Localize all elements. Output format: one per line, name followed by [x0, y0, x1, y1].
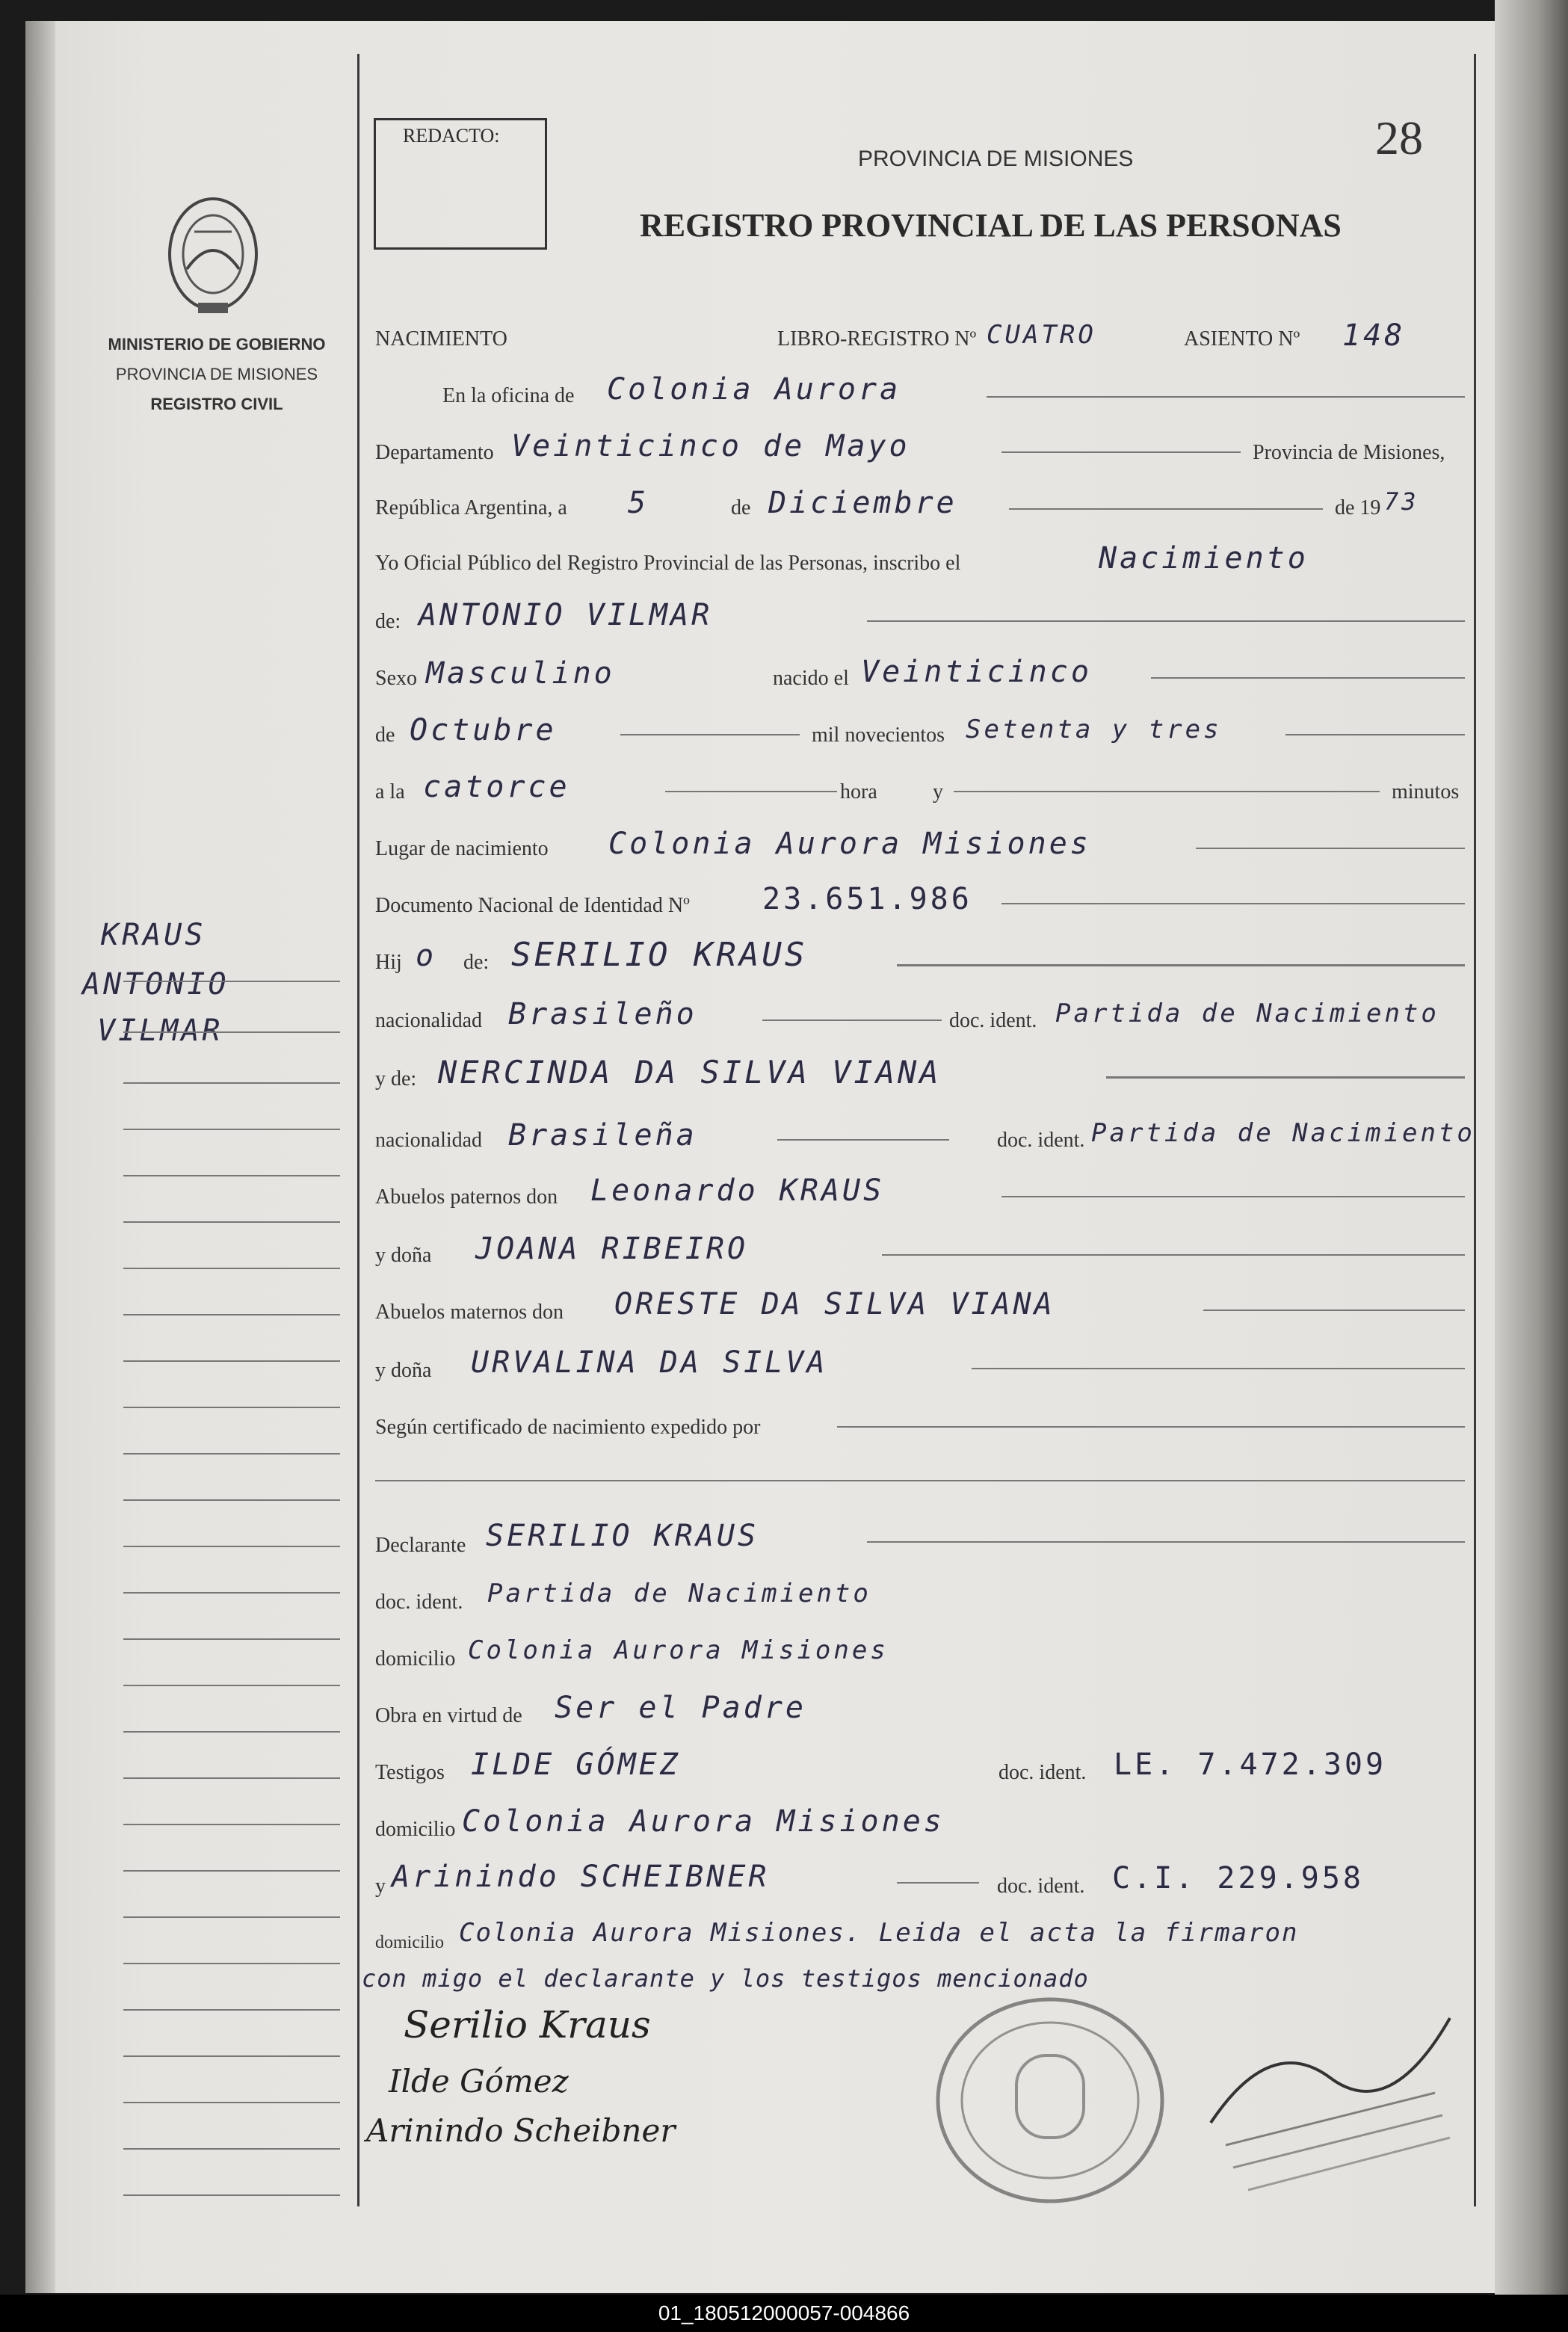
padre-doc-label: doc. ident.	[949, 1009, 1037, 1032]
testigos-label: Testigos	[375, 1761, 445, 1784]
sidebar-ruled-line	[123, 1407, 340, 1408]
asiento-value: 148	[1342, 318, 1406, 353]
sexo-label: Sexo	[375, 667, 417, 690]
nacido-value: Veinticinco	[861, 655, 1092, 689]
sidebar-ruled-line	[123, 1314, 340, 1315]
yde-label: y de:	[375, 1067, 417, 1091]
padre-doc-value: Partida de Nacimiento	[1055, 999, 1439, 1028]
testigo2-value: Arinindo SCHEIBNER	[392, 1860, 770, 1894]
sidebar-ruled-line	[123, 2009, 340, 2011]
page-edge	[1495, 0, 1568, 2295]
page-number: 28	[1375, 111, 1423, 164]
image-caption: 01_180512000057-004866	[0, 2295, 1568, 2332]
hora-value: catorce	[423, 770, 570, 804]
ab-mat-dona-value: URVALINA DA SILVA	[471, 1345, 828, 1380]
testigo1-doc-label: doc. ident.	[998, 1761, 1087, 1784]
sidebar-ruled-line	[123, 1268, 340, 1269]
madre-nac-value: Brasileña	[508, 1118, 697, 1153]
sidebar-ruled-line	[123, 2148, 340, 2150]
padre-nac-value: Brasileño	[508, 997, 697, 1031]
testigo1-dom-value: Colonia Aurora Misiones	[462, 1804, 945, 1839]
testigo2-doc-value: C.I. 229.958	[1112, 1861, 1364, 1895]
libro-label: LIBRO-REGISTRO Nº	[777, 327, 977, 351]
signature-testigo2: Arinindo Scheibner	[366, 2112, 676, 2149]
official-signature-stamp-icon	[1181, 1973, 1465, 2220]
testigo1-dom-label: domicilio	[375, 1818, 456, 1841]
ab-pat-don-rule	[1001, 1196, 1465, 1197]
sidebar-ruled-line	[123, 1592, 340, 1594]
departamento-rule	[1001, 451, 1241, 453]
sidebar-ruled-line	[123, 1916, 340, 1918]
form-left-border	[357, 54, 359, 2206]
ala-label: a la	[375, 780, 405, 803]
sidebar-ruled-line	[123, 1031, 340, 1033]
margin-note-surname: KRAUS	[101, 918, 206, 952]
sidebar-ruled-line	[123, 1546, 340, 1547]
certificado-rule-2	[375, 1480, 1465, 1481]
sidebar-ruled-line	[123, 2102, 340, 2103]
testigo1-value: ILDE GÓMEZ	[471, 1748, 681, 1782]
testigo2-dom-label: domicilio	[375, 1933, 444, 1952]
madre-doc-value: Partida de Nacimiento	[1091, 1118, 1475, 1148]
nacido-rule	[1151, 677, 1465, 679]
sidebar-ruled-line	[123, 1824, 340, 1825]
sidebar-ruled-line	[123, 1638, 340, 1640]
lugar-label: Lugar de nacimiento	[375, 837, 549, 860]
ab-pat-dona-rule	[882, 1254, 1465, 1256]
signature-declarante: Serilio Kraus	[404, 2003, 651, 2046]
obra-label: Obra en virtud de	[375, 1704, 522, 1727]
dni-rule	[1001, 903, 1465, 904]
ab-pat-dona-label: y doña	[375, 1244, 432, 1267]
hijo-suffix: o	[416, 939, 437, 973]
minutos-rule	[954, 791, 1380, 792]
hijo-de-label: de:	[463, 951, 490, 974]
nombre-value: ANTONIO VILMAR	[419, 598, 713, 632]
sidebar-ruled-line	[123, 1870, 340, 1872]
sidebar-ruled-line	[123, 2194, 340, 2196]
binding-spine	[25, 21, 55, 2293]
hijo-label: Hij	[375, 951, 402, 974]
lugar-rule	[1196, 848, 1465, 849]
padre-nac-rule	[762, 1020, 942, 1021]
mil-rule	[1285, 734, 1465, 735]
minutos-label: minutos	[1392, 780, 1460, 803]
madre-doc-label: doc. ident.	[997, 1129, 1085, 1152]
declarante-label: Declarante	[375, 1534, 466, 1557]
anio-value: 73	[1384, 487, 1419, 516]
oficina-label: En la oficina de	[442, 384, 575, 407]
testigo2-dom-value: Colonia Aurora Misiones. Leida el acta la firmaron	[459, 1918, 1299, 1948]
certificado-rule	[837, 1426, 1465, 1428]
redacto-label: REDACTO:	[403, 125, 500, 146]
mes-rule	[1009, 508, 1323, 510]
margin-note-first-name: ANTONIO	[82, 967, 229, 1002]
hora-label: hora	[840, 780, 877, 803]
coat-of-arms-icon	[157, 187, 269, 321]
anio-label: de 19	[1335, 496, 1381, 519]
ab-mat-dona-label: y doña	[375, 1359, 432, 1382]
libro-value: CUATRO	[987, 320, 1096, 350]
declarante-dom-label: domicilio	[375, 1647, 456, 1671]
dni-label: Documento Nacional de Identidad Nº	[375, 894, 690, 917]
padre-rule	[897, 964, 1465, 966]
oficina-rule	[987, 396, 1465, 398]
ab-mat-don-label: Abuelos maternos don	[375, 1301, 564, 1324]
document-page	[25, 21, 1556, 2293]
declarante-rule	[867, 1541, 1465, 1543]
madre-value: NERCINDA DA SILVA VIANA	[438, 1054, 942, 1091]
sexo-value: Masculino	[426, 656, 615, 691]
hora-rule	[665, 791, 837, 792]
sidebar-ruled-line	[123, 1453, 340, 1455]
madre-nac-rule	[777, 1139, 949, 1141]
mes-nac-rule	[620, 734, 800, 735]
ministry-civil: REGISTRO CIVIL	[150, 395, 283, 413]
declarante-dom-value: Colonia Aurora Misiones	[468, 1635, 889, 1665]
asiento-label: ASIENTO Nº	[1184, 327, 1300, 351]
madre-rule	[1106, 1076, 1465, 1079]
sidebar-ruled-line	[123, 1499, 340, 1501]
record-type: NACIMIENTO	[375, 327, 507, 351]
testigo2-doc-label: doc. ident.	[997, 1875, 1085, 1898]
provincia-label: Provincia de Misiones,	[1253, 441, 1445, 464]
oficina-value: Colonia Aurora	[607, 372, 901, 407]
ab-mat-don-value: ORESTE DA SILVA VIANA	[614, 1287, 1055, 1321]
signature-testigo1: Ilde Gómez	[389, 2063, 569, 2100]
nacido-label: nacido el	[773, 667, 849, 690]
sidebar-ruled-line	[123, 1685, 340, 1686]
mil-value: Setenta y tres	[966, 715, 1222, 744]
lugar-value: Colonia Aurora Misiones	[608, 827, 1091, 861]
margin-note-second-name: VILMAR	[97, 1014, 223, 1048]
declarante-doc-value: Partida de Nacimiento	[487, 1579, 871, 1608]
padre-value: SERILIO KRAUS	[511, 936, 808, 974]
official-seal-stamp-icon	[927, 1988, 1173, 2212]
testigo1-doc-value: LE. 7.472.309	[1114, 1748, 1387, 1782]
oficial-text: Yo Oficial Público del Registro Provincial de las Personas, inscribo el	[375, 552, 961, 575]
oficial-value: Nacimiento	[1099, 541, 1309, 576]
sidebar-ruled-line	[123, 2055, 340, 2057]
madre-nac-label: nacionalidad	[375, 1129, 483, 1152]
ministry-title: MINISTERIO DE GOBIERNO	[108, 335, 326, 354]
dia-value: 5	[628, 486, 649, 520]
registry-heading: REGISTRO PROVINCIAL DE LAS PERSONAS	[640, 207, 1342, 244]
obra-value: Ser el Padre	[555, 1691, 806, 1725]
certificado-label: Según certificado de nacimiento expedido por	[375, 1416, 761, 1439]
declarante-doc-label: doc. ident.	[375, 1591, 463, 1614]
ab-pat-don-label: Abuelos paternos don	[375, 1185, 558, 1209]
sidebar-ruled-line	[123, 1963, 340, 1964]
ab-mat-dona-rule	[972, 1368, 1465, 1369]
sidebar-ruled-line	[123, 1777, 340, 1779]
y-label: y	[933, 780, 943, 803]
ab-pat-don-value: Leonardo KRAUS	[590, 1173, 885, 1208]
ab-pat-dona-value: JOANA RIBEIRO	[475, 1232, 749, 1266]
padre-nac-label: nacionalidad	[375, 1009, 483, 1032]
sidebar-ruled-line	[123, 1731, 340, 1733]
mes-value: Diciembre	[768, 486, 957, 520]
testigo2-rule	[897, 1882, 979, 1884]
dni-value: 23.651.986	[762, 882, 972, 916]
de2-label: de	[375, 724, 395, 747]
sidebar-ruled-line	[123, 1129, 340, 1130]
ab-mat-don-rule	[1203, 1310, 1465, 1311]
mes-nac-value: Octubre	[410, 713, 557, 747]
sidebar-ruled-line	[123, 1082, 340, 1084]
sidebar-ruled-line	[123, 981, 340, 982]
de-label: de	[731, 496, 751, 519]
sidebar-ruled-line	[123, 1175, 340, 1176]
departamento-label: Departamento	[375, 441, 494, 464]
republica-label: República Argentina, a	[375, 496, 567, 519]
closing-text: con migo el declarante y los testigos mencionado	[362, 1964, 1089, 1993]
sidebar-ruled-line	[123, 1221, 340, 1223]
redacto-box	[374, 118, 547, 250]
nombre-rule	[867, 620, 1465, 622]
declarante-value: SERILIO KRAUS	[486, 1519, 759, 1553]
mil-label: mil novecientos	[812, 724, 945, 747]
province-heading: PROVINCIA DE MISIONES	[858, 146, 1134, 171]
sidebar-ruled-line	[123, 1360, 340, 1362]
departamento-value: Veinticinco de Mayo	[511, 429, 910, 463]
nombre-label: de:	[375, 610, 401, 633]
ministry-province: PROVINCIA DE MISIONES	[115, 365, 318, 383]
y2-label: y	[375, 1875, 386, 1898]
